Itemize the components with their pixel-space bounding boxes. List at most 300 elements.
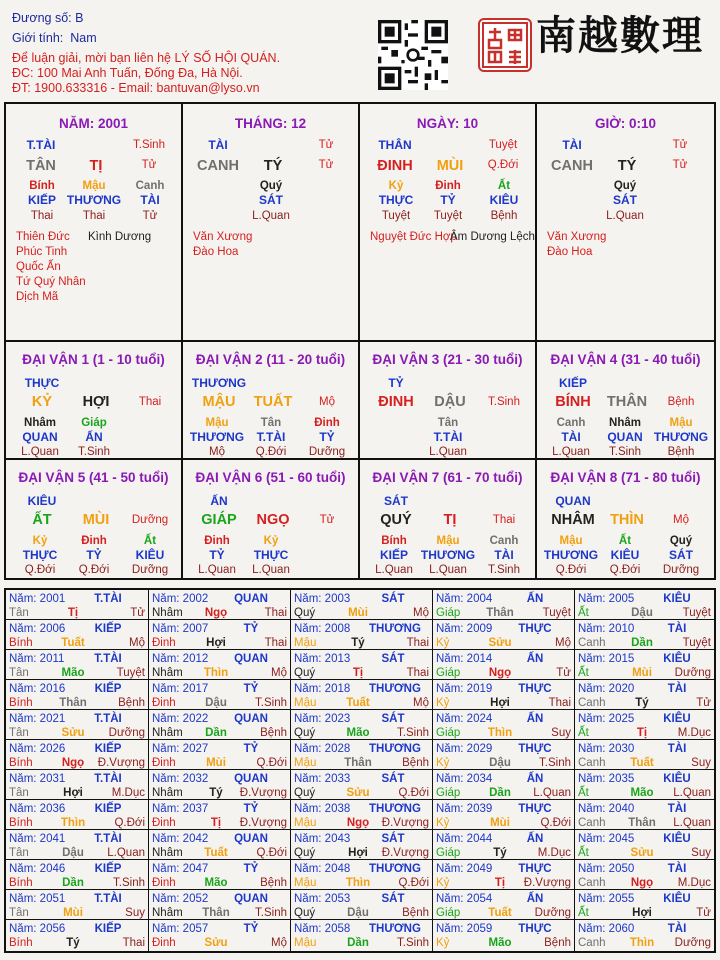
year-god: QUAN — [234, 593, 268, 605]
year-god: THƯƠNG — [369, 683, 421, 695]
year-cell — [433, 800, 575, 830]
dai-van-title: ĐẠI VẬN 3 (21 - 30 tuổi) — [372, 352, 523, 367]
year-label: Năm: 2010 — [578, 623, 635, 635]
year-branch: Thìn — [629, 937, 655, 949]
year-cell — [149, 890, 291, 920]
star: Tứ Quý Nhân — [16, 276, 86, 288]
dai-van-hidden-stem: Mậu — [205, 417, 229, 429]
dai-van-stem: GIÁP — [201, 512, 237, 528]
dai-van-hidden-phase: L.Quan — [429, 564, 467, 576]
dai-van-hidden-god: KIÊU — [610, 548, 640, 562]
year-branch: Tị — [210, 817, 222, 829]
year-stem: Kỷ — [436, 757, 450, 769]
year-god: ẤN — [526, 713, 544, 725]
year-label: Năm: 2009 — [436, 623, 493, 635]
year-branch: Mão — [630, 787, 654, 799]
year-cell — [291, 620, 433, 650]
year-god: KIÊU — [663, 893, 691, 905]
year-stem: Đinh — [152, 757, 176, 769]
hidden-phase: L.Quan — [252, 210, 290, 222]
year-branch: Thìn — [60, 817, 86, 829]
year-branch: Dần — [205, 727, 227, 739]
contact-line-3: ĐT: 1900.633316 - Email: bantuvan@lyso.vn — [12, 81, 260, 95]
year-branch: Sửu — [61, 727, 85, 739]
hidden-god: SÁT — [613, 193, 637, 207]
year-cell — [149, 800, 291, 830]
year-label: Năm: 2035 — [578, 773, 635, 785]
year-cell — [149, 770, 291, 800]
year-god: THƯƠNG — [369, 923, 421, 935]
pillar-title: GIỜ: 0:10 — [594, 116, 657, 131]
year-branch: Mùi — [490, 817, 510, 829]
year-cell — [6, 740, 149, 770]
dai-van-hidden-stem: Tân — [437, 417, 459, 429]
star: Âm Dương Lệch — [450, 231, 535, 243]
year-cell — [291, 710, 433, 740]
phase-label: Tử — [141, 159, 157, 171]
year-stem: Canh — [578, 637, 606, 649]
star: Đào Hoa — [193, 246, 239, 258]
year-stem: Đinh — [152, 877, 176, 889]
dai-van-hidden-stem: Mậu — [436, 535, 460, 547]
year-cell — [291, 650, 433, 680]
year-label: Năm: 2031 — [9, 773, 66, 785]
dai-van-stem: MẬU — [202, 394, 236, 410]
year-phase: Q.Đới — [398, 787, 429, 799]
year-branch: Mùi — [63, 907, 83, 919]
year-god: KIÊU — [663, 593, 691, 605]
year-branch: Dậu — [631, 607, 653, 619]
hidden-phase: Thai — [82, 210, 106, 222]
year-phase: M.Dục — [677, 877, 711, 889]
year-phase: Đ.Vượng — [381, 847, 429, 859]
dai-van-hidden-phase: Mộ — [209, 446, 225, 458]
year-god: KIÊU — [663, 773, 691, 785]
gender-value: Nam — [70, 31, 97, 45]
year-branch: Mùi — [632, 667, 652, 679]
earthly-branch: TỊ — [89, 158, 103, 174]
year-branch: Tý — [493, 847, 507, 859]
year-cell — [149, 830, 291, 860]
year-label: Năm: 2017 — [152, 683, 209, 695]
dai-van-phase: T.Sinh — [488, 396, 520, 408]
year-god: THỰC — [518, 683, 552, 695]
year-label: Năm: 2025 — [578, 713, 635, 725]
year-stem: Ất — [578, 727, 589, 739]
dai-van-hidden-phase: Dưỡng — [131, 564, 169, 576]
dai-van-title: ĐẠI VẬN 1 (1 - 10 tuổi) — [22, 352, 165, 367]
year-phase: Đ.Vượng — [239, 787, 287, 799]
year-god: TỶ — [243, 923, 259, 935]
year-phase: Mộ — [413, 607, 429, 619]
year-phase: Suy — [125, 907, 145, 919]
year-cell — [6, 710, 149, 740]
year-branch: Tị — [636, 727, 648, 739]
dai-van-hidden-stem: Bính — [381, 535, 407, 547]
year-stem: Ất — [578, 607, 589, 619]
year-phase: M.Dục — [537, 847, 571, 859]
dai-van-hidden-god: KIẾP — [379, 548, 408, 562]
hidden-god: KIẾP — [27, 193, 56, 207]
year-god: QUAN — [234, 653, 268, 665]
year-label: Năm: 2059 — [436, 923, 493, 935]
year-stem: Canh — [578, 757, 606, 769]
pillars-grid — [4, 102, 716, 580]
year-god: THƯƠNG — [369, 623, 421, 635]
year-cell — [291, 830, 433, 860]
heavenly-stem: CANH — [197, 158, 239, 174]
year-cell — [291, 770, 433, 800]
ten-god-right: Tử — [672, 139, 688, 151]
dai-van-hidden-phase: L.Quan — [552, 446, 590, 458]
ten-god-left: T.TÀI — [26, 138, 56, 152]
year-phase: M.Dục — [111, 787, 145, 799]
year-branch: Thìn — [345, 877, 371, 889]
year-cell — [6, 680, 149, 710]
year-stem: Tân — [9, 727, 29, 739]
dai-van-stem: ẤT — [32, 512, 52, 528]
dai-van-hidden-stem: Giáp — [81, 417, 107, 429]
year-god: T.TÀI — [94, 833, 122, 845]
year-cell — [433, 620, 575, 650]
year-god: TÀI — [667, 923, 687, 935]
dai-van-title: ĐẠI VẬN 8 (71 - 80 tuổi) — [550, 470, 701, 485]
dai-van-hidden-god: QUAN — [22, 430, 58, 444]
dai-van-stem: BÍNH — [555, 394, 591, 410]
year-branch: Tuất — [61, 637, 85, 649]
year-cell — [291, 680, 433, 710]
dai-van-hidden-stem: Đinh — [314, 417, 340, 429]
year-label: Năm: 2011 — [9, 653, 65, 665]
year-cell — [149, 860, 291, 890]
year-god: KIẾP — [94, 863, 122, 875]
dai-van-5 — [6, 460, 183, 578]
earthly-branch: MÙI — [436, 158, 464, 174]
dai-van-6 — [183, 460, 360, 578]
dai-van-hidden-stem: Canh — [489, 535, 519, 547]
year-stem: Mậu — [294, 637, 317, 649]
year-branch: Tuất — [630, 757, 654, 769]
pillar-title: NĂM: 2001 — [58, 116, 129, 131]
year-phase: Tuyệt — [682, 637, 711, 649]
year-stem: Bính — [9, 697, 33, 709]
year-phase: Đ.Vượng — [523, 877, 571, 889]
year-phase: Tuyệt — [116, 667, 145, 679]
year-branch: Tý — [351, 637, 365, 649]
year-cell — [149, 590, 291, 620]
year-branch: Dậu — [347, 907, 369, 919]
year-cell — [575, 860, 714, 890]
year-branch: Thân — [59, 697, 87, 709]
year-phase: T.Sinh — [255, 907, 287, 919]
year-label: Năm: 2015 — [578, 653, 635, 665]
year-phase: Tử — [696, 907, 711, 919]
year-label: Năm: 2002 — [152, 593, 209, 605]
year-god: THƯƠNG — [369, 863, 421, 875]
dai-van-hidden-phase: L.Quan — [375, 564, 413, 576]
year-phase: Thai — [264, 607, 287, 619]
year-stem: Nhâm — [152, 907, 183, 919]
year-god: KIÊU — [663, 653, 691, 665]
pillar-title: NGÀY: 10 — [416, 116, 479, 131]
year-label: Năm: 2013 — [294, 653, 351, 665]
dai-van-4 — [537, 342, 714, 460]
year-label: Năm: 2016 — [9, 683, 66, 695]
year-label: Năm: 2038 — [294, 803, 351, 815]
year-phase: Đ.Vượng — [239, 817, 287, 829]
star: Quốc Ấn — [16, 261, 61, 273]
year-stem: Nhâm — [152, 787, 183, 799]
year-cell — [291, 890, 433, 920]
ten-god-left: THÂN — [378, 138, 412, 152]
year-god: TỶ — [243, 623, 259, 635]
pillar-2 — [183, 104, 360, 342]
year-branch: Tý — [635, 697, 649, 709]
year-label: Năm: 2037 — [152, 803, 209, 815]
year-phase: Thai — [122, 937, 145, 949]
red-seal-icon — [478, 18, 532, 72]
dai-van-god: THỰC — [24, 376, 60, 390]
year-phase: Q.Đới — [398, 877, 429, 889]
ten-god-right: Tử — [318, 139, 334, 151]
year-cell — [291, 920, 433, 951]
brand-title: 南越數理 — [536, 12, 704, 59]
year-god: TÀI — [667, 863, 687, 875]
year-phase: Q.Đới — [256, 757, 287, 769]
year-phase: Mộ — [555, 637, 571, 649]
year-god: TÀI — [667, 803, 687, 815]
year-label: Năm: 2034 — [436, 773, 493, 785]
gender-label: Giới tính: — [12, 31, 64, 45]
dai-van-branch: DẬU — [434, 394, 466, 410]
year-god: QUAN — [234, 773, 268, 785]
dai-van-hidden-phase: Q.Đới — [609, 564, 641, 576]
year-cell — [6, 800, 149, 830]
year-cell — [149, 740, 291, 770]
year-stem: Bính — [9, 937, 33, 949]
year-phase: Tuyệt — [682, 607, 711, 619]
year-cell — [575, 890, 714, 920]
year-cell — [433, 830, 575, 860]
earthly-branch: TÝ — [617, 158, 637, 174]
qr-code-icon — [378, 20, 448, 90]
year-phase: L.Quan — [533, 787, 571, 799]
year-cell — [433, 710, 575, 740]
year-label: Năm: 2001 — [9, 593, 66, 605]
year-branch: Thân — [202, 907, 230, 919]
pillar-title: THÁNG: 12 — [234, 116, 307, 131]
year-phase: Tử — [696, 697, 711, 709]
year-god: KIẾP — [94, 623, 122, 635]
year-stem: Nhâm — [152, 847, 183, 859]
ten-god-right: Tuyệt — [488, 139, 518, 151]
year-phase: Mộ — [129, 637, 145, 649]
year-phase: Suy — [551, 727, 571, 739]
year-god: KIÊU — [663, 833, 691, 845]
year-branch: Tý — [209, 787, 223, 799]
year-label: Năm: 2057 — [152, 923, 209, 935]
year-god: T.TÀI — [94, 893, 122, 905]
year-god: THỰC — [518, 803, 552, 815]
year-cell — [575, 920, 714, 951]
year-phase: Dưỡng — [108, 727, 145, 739]
year-phase: T.Sinh — [397, 727, 429, 739]
year-phase: Mộ — [271, 937, 287, 949]
year-god: TÀI — [667, 623, 687, 635]
hidden-phase: Tuyệt — [381, 210, 411, 222]
year-cell — [6, 890, 149, 920]
year-branch: Hợi — [632, 907, 652, 919]
ten-god-left: TÀI — [208, 138, 228, 152]
year-phase: Q.Đới — [114, 817, 145, 829]
dai-van-hidden-god: THƯƠNG — [420, 548, 476, 562]
year-phase: T.Sinh — [255, 697, 287, 709]
year-label: Năm: 2044 — [436, 833, 493, 845]
dai-van-god: TỶ — [388, 376, 404, 390]
year-cell — [575, 590, 714, 620]
year-label: Năm: 2052 — [152, 893, 209, 905]
year-label: Năm: 2045 — [578, 833, 635, 845]
year-stem: Mậu — [294, 877, 317, 889]
dai-van-hidden-stem: Kỷ — [263, 535, 279, 547]
dai-van-branch: HỢI — [82, 394, 110, 410]
year-branch: Thân — [628, 817, 656, 829]
year-cell — [433, 680, 575, 710]
year-cell — [291, 860, 433, 890]
year-stem: Ất — [578, 667, 589, 679]
dai-van-hidden-god: T.TÀI — [256, 430, 286, 444]
year-stem: Canh — [578, 877, 606, 889]
dai-van-hidden-stem: Mậu — [669, 417, 693, 429]
year-god: SÁT — [381, 833, 405, 845]
year-stem: Canh — [578, 937, 606, 949]
year-stem: Đinh — [152, 697, 176, 709]
year-god: SÁT — [381, 773, 405, 785]
hidden-phase: Tuyệt — [433, 210, 463, 222]
dai-van-phase: Dưỡng — [131, 514, 169, 526]
dai-van-branch: TỊ — [443, 512, 457, 528]
dai-van-hidden-stem: Mậu — [559, 535, 583, 547]
year-label: Năm: 2043 — [294, 833, 351, 845]
year-branch: Mùi — [206, 757, 226, 769]
dai-van-hidden-god: TỶ — [86, 548, 102, 562]
dai-van-title: ĐẠI VẬN 5 (41 - 50 tuổi) — [18, 470, 169, 485]
year-stem: Đinh — [152, 637, 176, 649]
year-cell — [6, 830, 149, 860]
year-god: ẤN — [526, 653, 544, 665]
year-label: Năm: 2003 — [294, 593, 351, 605]
dai-van-2 — [183, 342, 360, 460]
year-branch: Hợi — [490, 697, 510, 709]
hidden-stem: Mậu — [82, 180, 106, 192]
year-branch: Dần — [62, 877, 84, 889]
year-branch: Dần — [489, 787, 511, 799]
year-branch: Mão — [488, 937, 512, 949]
hidden-stem: Quý — [613, 180, 637, 192]
dai-van-7 — [360, 460, 537, 578]
dai-van-title: ĐẠI VẬN 4 (31 - 40 tuổi) — [550, 352, 701, 367]
year-god: QUAN — [234, 713, 268, 725]
year-stem: Quý — [294, 847, 316, 859]
year-branch: Thìn — [203, 667, 229, 679]
year-label: Năm: 2024 — [436, 713, 493, 725]
year-cell — [6, 860, 149, 890]
year-cell — [433, 890, 575, 920]
dai-van-hidden-phase: Q.Đới — [255, 446, 287, 458]
year-phase: Q.Đới — [540, 817, 571, 829]
year-label: Năm: 2032 — [152, 773, 209, 785]
year-god: THỰC — [518, 743, 552, 755]
year-label: Năm: 2005 — [578, 593, 635, 605]
dai-van-hidden-phase: Q.Đới — [24, 564, 56, 576]
year-label: Năm: 2014 — [436, 653, 493, 665]
dai-van-hidden-god: QUAN — [607, 430, 643, 444]
dai-van-hidden-god: THỰC — [253, 548, 289, 562]
year-cell — [6, 590, 149, 620]
yearly-luck-table — [4, 588, 716, 953]
year-label: Năm: 2020 — [578, 683, 635, 695]
dai-van-phase: Tử — [319, 514, 335, 526]
hidden-god: TÀI — [140, 193, 160, 207]
dai-van-branch: THÌN — [610, 512, 644, 528]
dai-van-hidden-god: TỶ — [319, 430, 335, 444]
dai-van-hidden-phase: T.Sinh — [78, 446, 110, 458]
dai-van-hidden-god: KIÊU — [135, 548, 165, 562]
year-stem: Tân — [9, 907, 29, 919]
year-branch: Tị — [67, 607, 79, 619]
year-label: Năm: 2047 — [152, 863, 209, 875]
year-stem: Quý — [294, 727, 316, 739]
year-stem: Bính — [9, 757, 33, 769]
year-branch: Tuất — [204, 847, 228, 859]
year-label: Năm: 2049 — [436, 863, 493, 875]
year-branch: Mão — [61, 667, 85, 679]
year-branch: Ngọ — [204, 607, 228, 619]
year-label: Năm: 2021 — [9, 713, 66, 725]
dai-van-stem: QUÝ — [380, 512, 412, 528]
year-label: Năm: 2006 — [9, 623, 66, 635]
year-god: TỶ — [243, 743, 259, 755]
star: Văn Xương — [193, 231, 253, 243]
year-branch: Ngọ — [488, 667, 512, 679]
year-phase: Bệnh — [402, 907, 429, 919]
year-stem: Giáp — [436, 727, 461, 739]
star: Dịch Mã — [16, 291, 59, 303]
year-stem: Quý — [294, 667, 316, 679]
ten-god-right: T.Sinh — [133, 139, 165, 151]
year-god: KIẾP — [94, 743, 122, 755]
year-phase: T.Sinh — [113, 877, 145, 889]
year-stem: Giáp — [436, 847, 461, 859]
dai-van-phase: Bệnh — [667, 396, 695, 408]
year-branch: Hợi — [63, 787, 83, 799]
dai-van-hidden-god: THƯƠNG — [189, 430, 245, 444]
heavenly-stem: TÂN — [26, 158, 56, 174]
hidden-god: SÁT — [259, 193, 283, 207]
year-branch: Dậu — [489, 757, 511, 769]
heavenly-stem: ĐINH — [377, 158, 413, 174]
year-god: THỰC — [518, 623, 552, 635]
year-branch: Dần — [347, 937, 369, 949]
year-cell — [433, 650, 575, 680]
year-god: ẤN — [526, 833, 544, 845]
year-stem: Tân — [9, 667, 29, 679]
year-god: T.TÀI — [94, 773, 122, 785]
year-label: Năm: 2055 — [578, 893, 635, 905]
dai-van-hidden-stem: Quý — [669, 535, 693, 547]
dai-van-branch: THÂN — [606, 394, 648, 410]
star: Kình Dương — [88, 231, 152, 243]
